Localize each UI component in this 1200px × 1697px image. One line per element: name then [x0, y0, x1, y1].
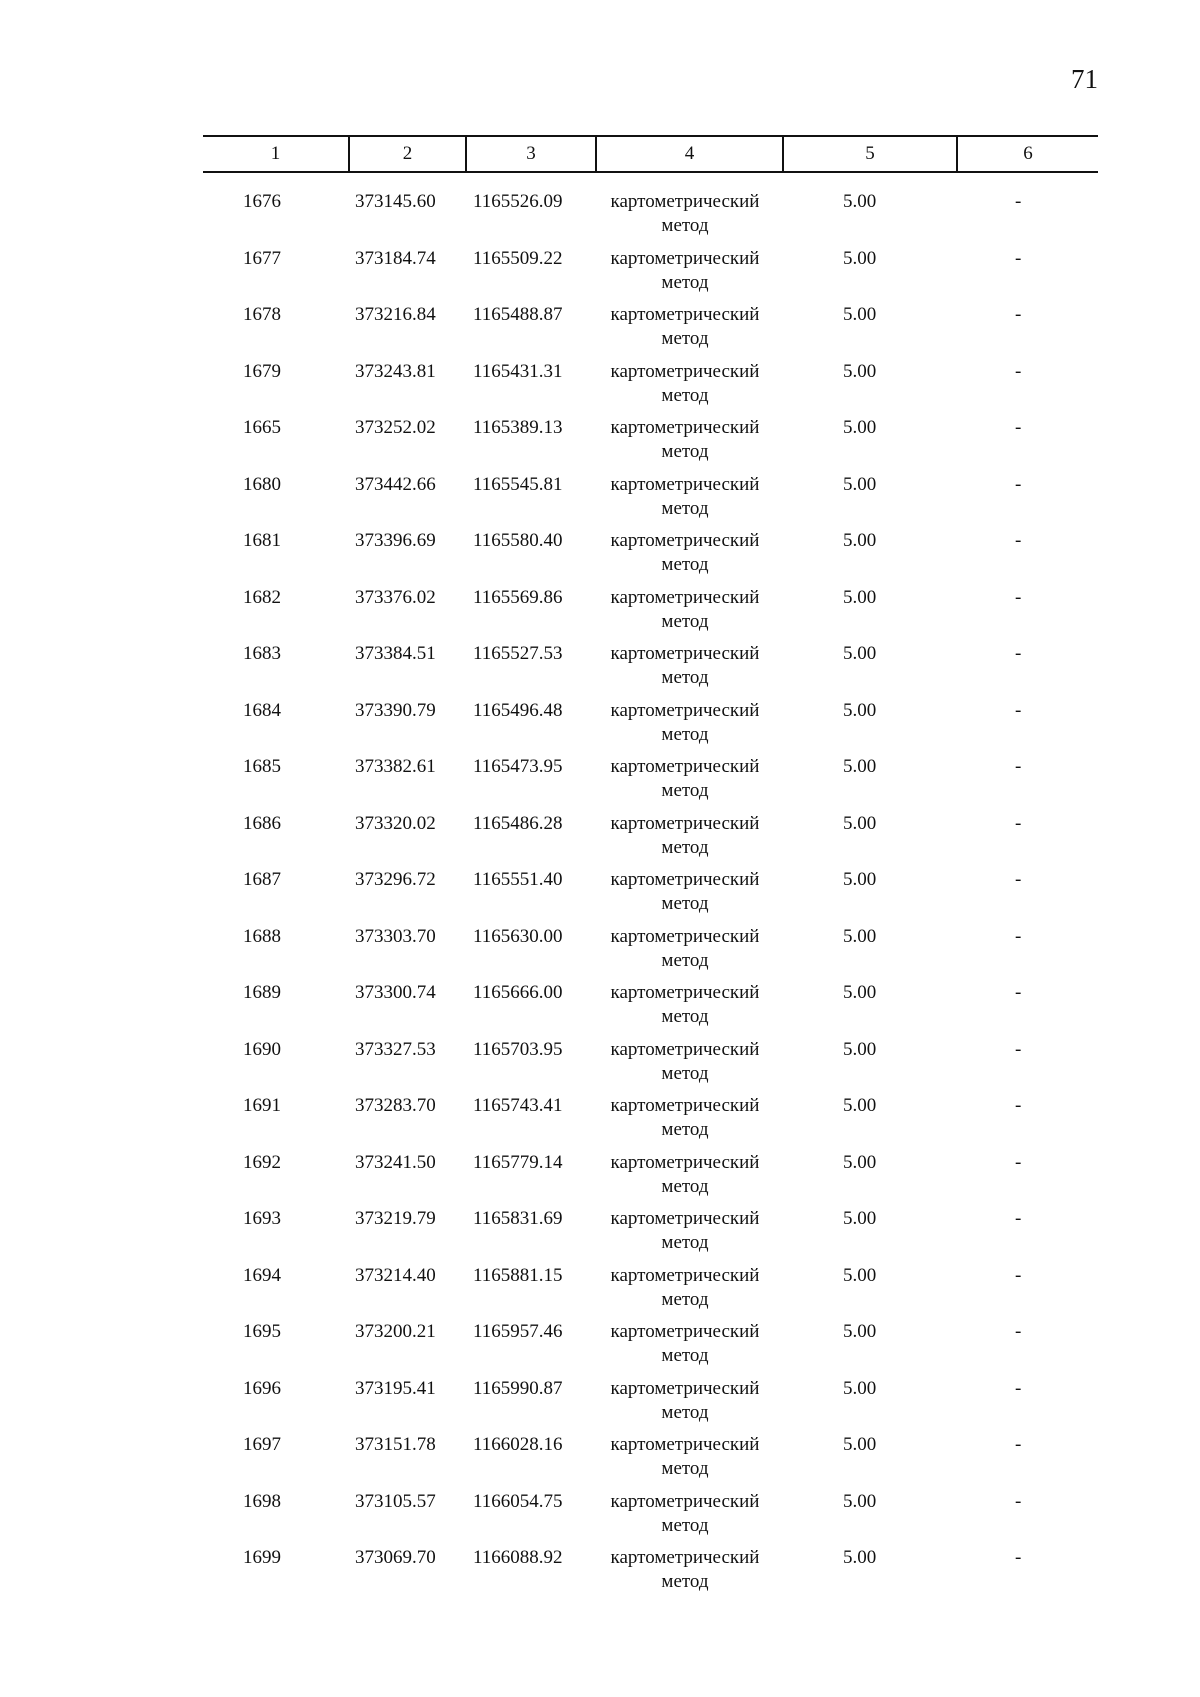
- y-coordinate-cell: 1165881.15: [473, 1264, 563, 1286]
- table-row: [203, 868, 1098, 925]
- x-coordinate-cell: 373382.61: [355, 756, 436, 777]
- x-coordinate-cell: 373327.53: [355, 1038, 436, 1060]
- method-cell: картометрический метод: [610, 586, 760, 632]
- precision-cell: 5.00: [843, 1321, 877, 1342]
- y-coordinate-cell: 1165551.40: [473, 869, 563, 890]
- table-row: [203, 925, 1098, 982]
- point-id-cell: 1683: [243, 643, 281, 664]
- table-row: [203, 1264, 1098, 1321]
- column-header-2: 2: [348, 137, 465, 171]
- table-row: [203, 416, 1098, 473]
- table-row: [203, 1207, 1098, 1264]
- note-cell: -: [1015, 1321, 1022, 1342]
- note-cell: -: [1015, 417, 1022, 438]
- table-row: [203, 1094, 1098, 1151]
- x-coordinate-cell: 373303.70: [355, 925, 436, 947]
- note-cell: -: [1015, 1208, 1022, 1229]
- note-cell: -: [1015, 247, 1022, 269]
- x-coordinate-cell: 373376.02: [355, 586, 436, 608]
- table-row: [203, 642, 1098, 699]
- method-cell: картометрический метод: [610, 191, 760, 236]
- x-coordinate-cell: 373283.70: [355, 1095, 436, 1116]
- note-cell: -: [1015, 1490, 1022, 1512]
- y-coordinate-cell: 1165957.46: [473, 1321, 563, 1342]
- table-body: [203, 190, 1098, 1603]
- table-row: [203, 1038, 1098, 1095]
- table-row: [203, 303, 1098, 360]
- y-coordinate-cell: 1165496.48: [473, 699, 563, 721]
- point-id-cell: 1682: [243, 586, 281, 608]
- note-cell: -: [1015, 925, 1022, 947]
- method-cell: картометрический метод: [610, 530, 760, 575]
- precision-cell: 5.00: [843, 247, 877, 269]
- x-coordinate-cell: 373396.69: [355, 530, 436, 551]
- x-coordinate-cell: 373151.78: [355, 1434, 436, 1455]
- note-cell: -: [1015, 360, 1022, 382]
- note-cell: -: [1015, 1264, 1022, 1286]
- precision-cell: 5.00: [843, 360, 877, 382]
- y-coordinate-cell: 1165545.81: [473, 473, 563, 495]
- method-cell: картометрический метод: [610, 247, 760, 293]
- method-cell: картометрический метод: [610, 1377, 760, 1423]
- point-id-cell: 1699: [243, 1547, 281, 1568]
- method-cell: картометрический метод: [610, 982, 760, 1027]
- y-coordinate-cell: 1165486.28: [473, 812, 563, 834]
- note-cell: -: [1015, 1095, 1022, 1116]
- y-coordinate-cell: 1165990.87: [473, 1377, 563, 1399]
- method-cell: картометрический метод: [610, 1151, 760, 1197]
- point-id-cell: 1685: [243, 756, 281, 777]
- precision-cell: 5.00: [843, 812, 877, 834]
- method-cell: картометрический метод: [610, 1038, 760, 1084]
- note-cell: -: [1015, 530, 1022, 551]
- method-cell: картометрический метод: [610, 1095, 760, 1140]
- point-id-cell: 1676: [243, 191, 281, 212]
- precision-cell: 5.00: [843, 1547, 877, 1568]
- precision-cell: 5.00: [843, 1038, 877, 1060]
- method-cell: картометрический метод: [610, 925, 760, 971]
- precision-cell: 5.00: [843, 1490, 877, 1512]
- method-cell: картометрический метод: [610, 360, 760, 406]
- point-id-cell: 1697: [243, 1434, 281, 1455]
- method-cell: картометрический метод: [610, 304, 760, 349]
- point-id-cell: 1680: [243, 473, 281, 495]
- y-coordinate-cell: 1165526.09: [473, 191, 563, 212]
- table-row: [203, 1320, 1098, 1377]
- y-coordinate-cell: 1165527.53: [473, 643, 563, 664]
- x-coordinate-cell: 373145.60: [355, 191, 436, 212]
- table-row: [203, 247, 1098, 304]
- y-coordinate-cell: 1165431.31: [473, 360, 563, 382]
- precision-cell: 5.00: [843, 473, 877, 495]
- method-cell: картометрический метод: [610, 1547, 760, 1592]
- column-header-6: 6: [956, 137, 1098, 171]
- table-row: [203, 1151, 1098, 1208]
- point-id-cell: 1684: [243, 699, 281, 721]
- y-coordinate-cell: 1165389.13: [473, 417, 563, 438]
- note-cell: -: [1015, 699, 1022, 721]
- x-coordinate-cell: 373320.02: [355, 812, 436, 834]
- note-cell: -: [1015, 756, 1022, 777]
- x-coordinate-cell: 373216.84: [355, 304, 436, 325]
- x-coordinate-cell: 373069.70: [355, 1547, 436, 1568]
- precision-cell: 5.00: [843, 756, 877, 777]
- table-row: [203, 529, 1098, 586]
- precision-cell: 5.00: [843, 1434, 877, 1455]
- precision-cell: 5.00: [843, 982, 877, 1003]
- precision-cell: 5.00: [843, 417, 877, 438]
- y-coordinate-cell: 1166054.75: [473, 1490, 563, 1512]
- precision-cell: 5.00: [843, 1151, 877, 1173]
- table-row: [203, 981, 1098, 1038]
- precision-cell: 5.00: [843, 1264, 877, 1286]
- method-cell: картометрический метод: [610, 699, 760, 745]
- x-coordinate-cell: 373105.57: [355, 1490, 436, 1512]
- point-id-cell: 1690: [243, 1038, 281, 1060]
- x-coordinate-cell: 373384.51: [355, 643, 436, 664]
- precision-cell: 5.00: [843, 869, 877, 890]
- x-coordinate-cell: 373252.02: [355, 417, 436, 438]
- point-id-cell: 1681: [243, 530, 281, 551]
- y-coordinate-cell: 1165743.41: [473, 1095, 563, 1116]
- table-row: [203, 190, 1098, 247]
- x-coordinate-cell: 373214.40: [355, 1264, 436, 1286]
- method-cell: картометрический метод: [610, 1321, 760, 1366]
- x-coordinate-cell: 373184.74: [355, 247, 436, 269]
- method-cell: картометрический метод: [610, 417, 760, 462]
- point-id-cell: 1678: [243, 304, 281, 325]
- point-id-cell: 1665: [243, 417, 281, 438]
- method-cell: картометрический метод: [610, 812, 760, 858]
- x-coordinate-cell: 373390.79: [355, 699, 436, 721]
- table-row: [203, 1546, 1098, 1603]
- method-cell: картометрический метод: [610, 1490, 760, 1536]
- table-header-row: [203, 135, 1098, 173]
- note-cell: -: [1015, 869, 1022, 890]
- x-coordinate-cell: 373300.74: [355, 982, 436, 1003]
- y-coordinate-cell: 1165703.95: [473, 1038, 563, 1060]
- precision-cell: 5.00: [843, 1208, 877, 1229]
- y-coordinate-cell: 1166028.16: [473, 1434, 563, 1455]
- table-row: [203, 586, 1098, 643]
- y-coordinate-cell: 1165580.40: [473, 530, 563, 551]
- precision-cell: 5.00: [843, 699, 877, 721]
- point-id-cell: 1686: [243, 812, 281, 834]
- method-cell: картометрический метод: [610, 756, 760, 801]
- table-row: [203, 755, 1098, 812]
- y-coordinate-cell: 1165569.86: [473, 586, 563, 608]
- method-cell: картометрический метод: [610, 643, 760, 688]
- x-coordinate-cell: 373200.21: [355, 1321, 436, 1342]
- x-coordinate-cell: 373195.41: [355, 1377, 436, 1399]
- point-id-cell: 1688: [243, 925, 281, 947]
- column-header-3: 3: [465, 137, 595, 171]
- column-header-4: 4: [595, 137, 782, 171]
- note-cell: -: [1015, 1377, 1022, 1399]
- y-coordinate-cell: 1165779.14: [473, 1151, 563, 1173]
- point-id-cell: 1694: [243, 1264, 281, 1286]
- y-coordinate-cell: 1165666.00: [473, 982, 563, 1003]
- precision-cell: 5.00: [843, 191, 877, 212]
- method-cell: картометрический метод: [610, 869, 760, 914]
- note-cell: -: [1015, 191, 1022, 212]
- column-header-1: 1: [270, 143, 281, 164]
- coordinates-table: [203, 135, 1098, 1592]
- table-row: [203, 1433, 1098, 1490]
- method-cell: картометрический метод: [610, 1264, 760, 1310]
- table-row: [203, 360, 1098, 417]
- precision-cell: 5.00: [843, 1095, 877, 1116]
- note-cell: -: [1015, 643, 1022, 664]
- point-id-cell: 1692: [243, 1151, 281, 1173]
- table-row: [203, 473, 1098, 530]
- page-number: 71: [1071, 64, 1098, 94]
- y-coordinate-cell: 1165488.87: [473, 304, 563, 325]
- x-coordinate-cell: 373241.50: [355, 1151, 436, 1173]
- point-id-cell: 1696: [243, 1377, 281, 1399]
- point-id-cell: 1677: [243, 247, 281, 269]
- point-id-cell: 1679: [243, 360, 281, 382]
- point-id-cell: 1693: [243, 1208, 281, 1229]
- point-id-cell: 1695: [243, 1321, 281, 1342]
- note-cell: -: [1015, 304, 1022, 325]
- x-coordinate-cell: 373219.79: [355, 1208, 436, 1229]
- table-row: [203, 699, 1098, 756]
- point-id-cell: 1691: [243, 1095, 281, 1116]
- y-coordinate-cell: 1166088.92: [473, 1547, 563, 1568]
- point-id-cell: 1698: [243, 1490, 281, 1512]
- method-cell: картометрический метод: [610, 1434, 760, 1479]
- y-coordinate-cell: 1165473.95: [473, 756, 563, 777]
- y-coordinate-cell: 1165630.00: [473, 925, 563, 947]
- note-cell: -: [1015, 812, 1022, 834]
- point-id-cell: 1689: [243, 982, 281, 1003]
- precision-cell: 5.00: [843, 1377, 877, 1399]
- note-cell: -: [1015, 586, 1022, 608]
- note-cell: -: [1015, 1434, 1022, 1455]
- y-coordinate-cell: 1165509.22: [473, 247, 563, 269]
- method-cell: картометрический метод: [610, 473, 760, 519]
- note-cell: -: [1015, 1547, 1022, 1568]
- method-cell: картометрический метод: [610, 1208, 760, 1253]
- note-cell: -: [1015, 982, 1022, 1003]
- note-cell: -: [1015, 1038, 1022, 1060]
- y-coordinate-cell: 1165831.69: [473, 1208, 563, 1229]
- point-id-cell: 1687: [243, 869, 281, 890]
- column-header-5: 5: [782, 137, 956, 171]
- x-coordinate-cell: 373442.66: [355, 473, 436, 495]
- note-cell: -: [1015, 1151, 1022, 1173]
- table-row: [203, 1377, 1098, 1434]
- precision-cell: 5.00: [843, 643, 877, 664]
- table-row: [203, 812, 1098, 869]
- table-row: [203, 1490, 1098, 1547]
- precision-cell: 5.00: [843, 304, 877, 325]
- precision-cell: 5.00: [843, 530, 877, 551]
- x-coordinate-cell: 373243.81: [355, 360, 436, 382]
- x-coordinate-cell: 373296.72: [355, 869, 436, 890]
- precision-cell: 5.00: [843, 586, 877, 608]
- precision-cell: 5.00: [843, 925, 877, 947]
- note-cell: -: [1015, 473, 1022, 495]
